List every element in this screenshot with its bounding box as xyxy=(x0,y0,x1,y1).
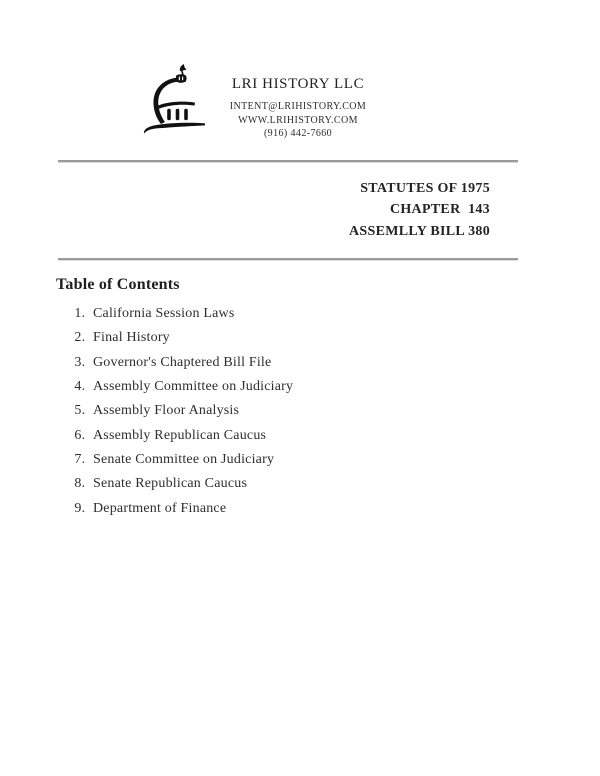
chapter-line: CHAPTER 143 xyxy=(389,202,490,218)
company-phone: (916) 442-7660 xyxy=(263,128,333,139)
toc-item: 5. Assembly Floor Analysis xyxy=(89,399,476,423)
toc-item: 2. Final History xyxy=(89,326,476,350)
toc-item: 8. Senate Republican Caucus xyxy=(89,472,476,496)
toc-item: 4. Assembly Committee on Judiciary xyxy=(89,375,476,399)
divider-top xyxy=(58,160,518,162)
bill-reference-block xyxy=(349,178,490,242)
letterhead xyxy=(210,74,386,141)
capitol-dome-logo xyxy=(138,62,218,137)
toc-item: 7. Senate Committee on Judiciary xyxy=(89,448,476,472)
toc-item: 6. Assembly Republican Caucus xyxy=(89,424,476,448)
toc-item: 1. California Session Laws xyxy=(89,302,476,326)
table-of-contents-section xyxy=(56,274,476,521)
statutes-line: STATUTES OF 1975 xyxy=(360,181,490,196)
toc-item: 3. Governor's Chaptered Bill File xyxy=(89,351,476,375)
bill-line: ASSEMLLY BILL 380 xyxy=(348,223,490,239)
company-name: LRI HISTORY LLC xyxy=(231,76,365,92)
toc-item: 9. Department of Finance xyxy=(89,497,476,521)
company-email: INTENT@LRIHISTORY.COM xyxy=(229,101,367,112)
toc-title: Table of Contents xyxy=(56,276,180,293)
toc-list xyxy=(56,302,476,521)
divider-bottom xyxy=(58,258,518,260)
company-website: WWW.LRIHISTORY.COM xyxy=(238,114,358,126)
